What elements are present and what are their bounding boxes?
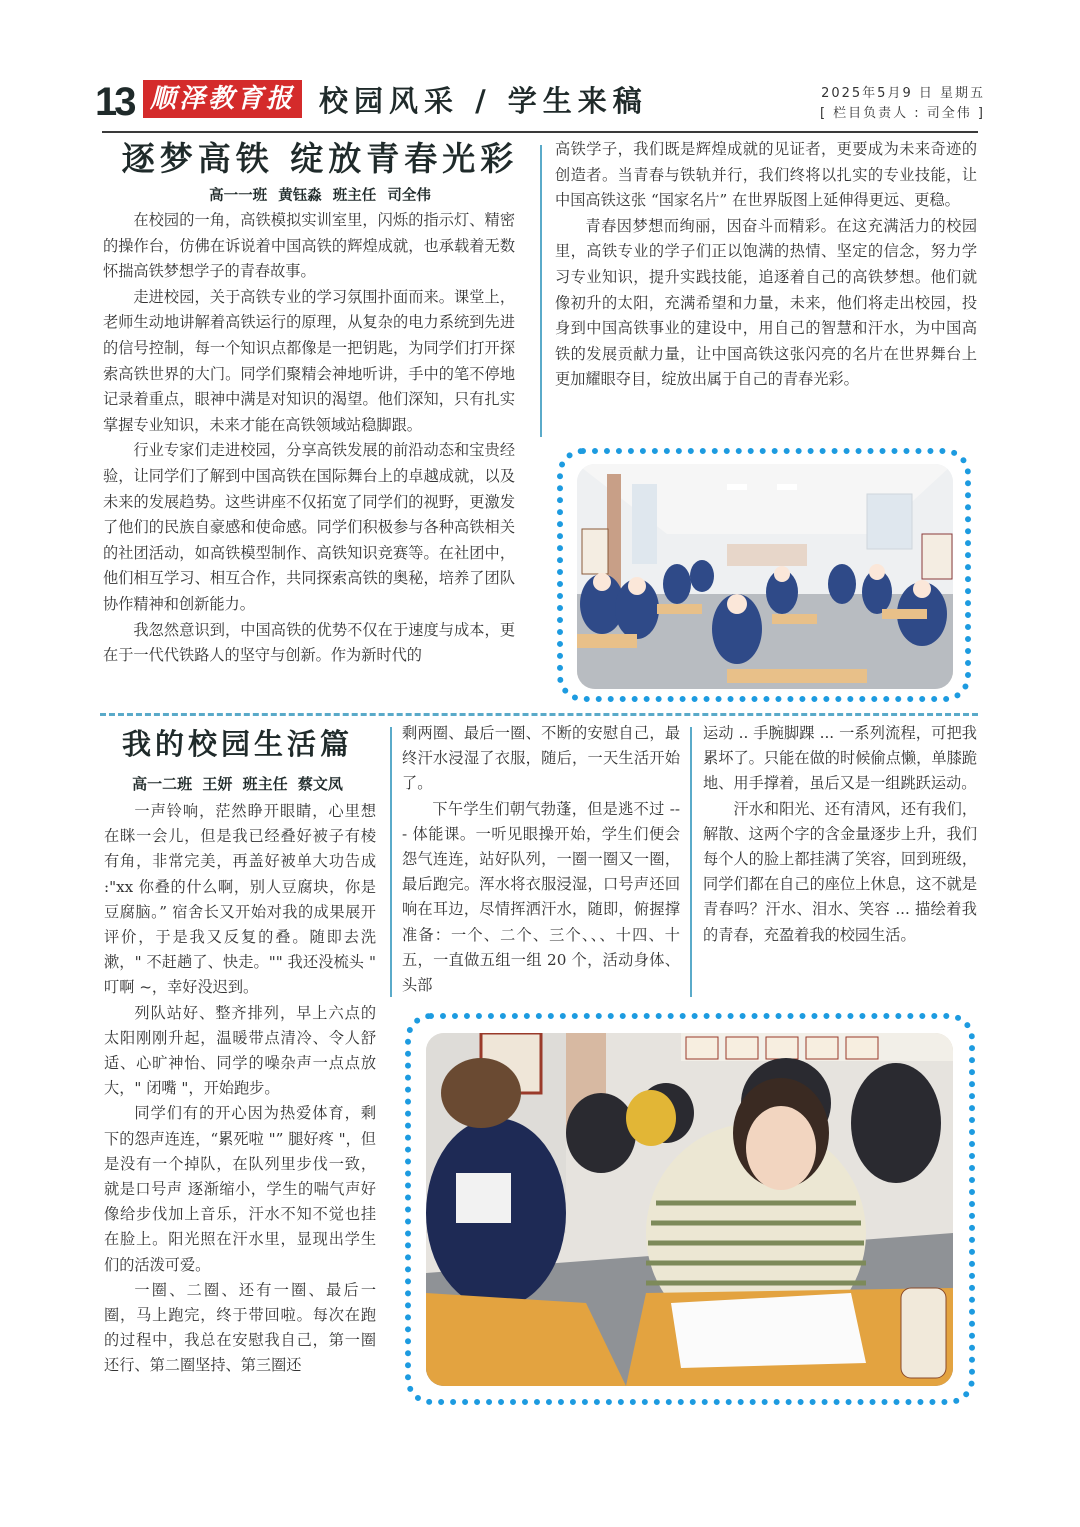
paragraph: 青春因梦想而绚丽，因奋斗而精彩。在这充满活力的校园里，高铁专业的学子们正以饱满的热情、坚定的信念，努力学习专业知识，提升实践技能，追逐着自己的高铁梦想。他们就像初升的太阳，充满希望和力量，未来，他们将走出校园，投身到中国高铁事业的建设中，用自己的智慧和汗水，为中国高铁的发展贡献力量，让中国高铁这张闪亮的名片在世界舞台上更加耀眼夺目，绽放出属于自己的青春光彩。 xyxy=(555,216,977,389)
masthead xyxy=(95,78,985,128)
article2-photo xyxy=(426,1033,953,1386)
paragraph: 行业专家们走进校园，分享高铁发展的前沿动态和宝贵经验，让同学们了解到中国高铁在国际舞台上的卓越成就，以及未来的发展趋势。这些讲座不仅拓宽了同学们的视野，更激发了他们的民族自豪感和使命感。同学们积极参与各种高铁相关的社团活动，如高铁模型制作、高铁知识竞赛等。在社团中，他们相互学习、相互合作，共同探索高铁的奥秘，培养了团队协作精神和创新能力。 xyxy=(103,441,515,613)
paragraph: 运动 .. 手腕脚踝 ... 一系列流程，可把我累坏了。只能在做的时候偷点懒，单膝跪地、用手撑着，虽后又是一组跳跃运动。 xyxy=(703,724,977,793)
paragraph: 一圈、二圈、还有一圈、最后一圈，马上跑完，终于带回啦。每次在跑的过程中，我总在安慰我自己，第一圈还行、第二圈坚持、第三圈还 xyxy=(104,1280,376,1375)
paragraph: 走进校园，关于高铁专业的学习氛围扑面而来。课堂上，老师生动地讲解着高铁运行的原理，从复杂的电力系统到先进的信号控制，每一个知识点都像是一把钥匙，为同学们打开探索高铁世界的大门。同学们聚精会神地听讲，手中的笔不停地记录着重点，眼神中满是对知识的渴望。他们深知，只有扎实掌握专业知识，未来才能在高铁领域站稳脚跟。 xyxy=(103,287,515,434)
newspaper-logo: 顺泽教育报 xyxy=(143,80,302,118)
paragraph: 一声铃响，茫然睁开眼睛，心里想在眯一会儿，但是我已经叠好被子有棱有角，非常完美，再盖好被单大功告成 :"xx 你叠的什么啊，别人豆腐块，你是豆腐脑。” 宿舍长又开始对我的成果展开评价，于是我又反复的叠。随即去洗漱，" 不赶趟了、快走。"" 我还没梳头 " 叮啊 ~，幸好没迟到。 xyxy=(104,802,376,997)
column-divider xyxy=(390,727,392,997)
photo-exam-icon xyxy=(426,1033,953,1386)
section-divider xyxy=(100,713,978,716)
paragraph: 下午学生们朝气勃蓬，但是逃不过 --- 体能课。一听见眼操开始，学生们便会怨气连连，站好队列，一圈一圈又一圈，最后跑完。浑水将衣服浸湿，口号声还回响在耳边，尽情挥洒汗水，随即，俯握撑准备：一个、二个、三个、、、十四、十五，一直做五组一组 20 个，活动身体、头部 xyxy=(402,799,680,995)
paragraph: 剩两圈、最后一圈、不断的安慰自己，最终汗水浸湿了衣服，随后，一天生活开始了。 xyxy=(402,724,680,793)
article2-column-2 xyxy=(402,721,680,998)
photo-classroom-icon xyxy=(577,464,953,689)
article1-headline: 逐梦高铁 绽放青春光彩 xyxy=(121,139,519,178)
column-divider xyxy=(540,145,542,437)
section-editor: [ 栏目负责人 : 司全伟 ] xyxy=(819,106,985,121)
article2-column-3 xyxy=(703,721,977,948)
paragraph: 高铁学子，我们既是辉煌成就的见证者，更要成为未来奇迹的创造者。当青春与铁轨并行，我们终将以扎实的专业技能，让中国高铁这张 “国家名片” 在世界版图上延伸得更远、更稳。 xyxy=(555,140,977,210)
article2-byline: 高一二班 王妍 班主任 蔡文凤 xyxy=(132,775,343,793)
paragraph: 同学们有的开心因为热爱体育，剩下的怨声连连，“累死啦 "” 腿好疼 "，但是没有一个掉队，在队列里步伐一致，就是口号声 逐渐缩小，学生的喘气声好像给步伐加上音乐，汗水不知不觉也挂在脸上。阳光照在汗水里，显现出学生们的活泼可爱。 xyxy=(104,1104,376,1274)
issue-date: 2025年5月9 日 星期五 xyxy=(821,86,985,101)
article1-photo xyxy=(577,464,953,689)
paragraph: 在校园的一角，高铁模拟实训室里，闪烁的指示灯、精密的操作台，仿佛在诉说着中国高铁的辉煌成就，也承载着无数怀揣高铁梦想学子的青春故事。 xyxy=(103,211,515,281)
article1-byline: 高一一班 黄钰淼 班主任 司全伟 xyxy=(209,188,431,204)
article1-column-1 xyxy=(103,208,515,669)
masthead-divider xyxy=(102,131,978,133)
paragraph: 列队站好、整齐排列，早上六点的太阳刚刚升起，温暖带点清冷、令人舒适、心旷神怡、同学的噪杂声一点点放大，" 闭嘴 "，开始跑步。 xyxy=(104,1003,376,1098)
page-number: 13 xyxy=(95,80,134,124)
section-title: 校园风采 / 学生来稿 xyxy=(319,84,648,118)
paragraph: 汗水和阳光、还有清风，还有我们，解散、这两个字的含金量逐步上升，我们每个人的脸上都挂满了笑容，回到班级，同学们都在自己的座位上休息，这不就是青春吗？汗水、泪水、笑容 ... 描绘着我的青春，充盈着我的校园生活。 xyxy=(703,799,977,944)
article2-headline: 我的校园生活篇 xyxy=(121,727,353,761)
article1-column-2 xyxy=(555,137,977,393)
paragraph: 我忽然意识到，中国高铁的优势不仅在于速度与成本，更在于一代代铁路人的坚守与创新。作为新时代的 xyxy=(103,620,515,665)
article2-column-1 xyxy=(104,799,376,1379)
column-divider xyxy=(690,727,692,997)
